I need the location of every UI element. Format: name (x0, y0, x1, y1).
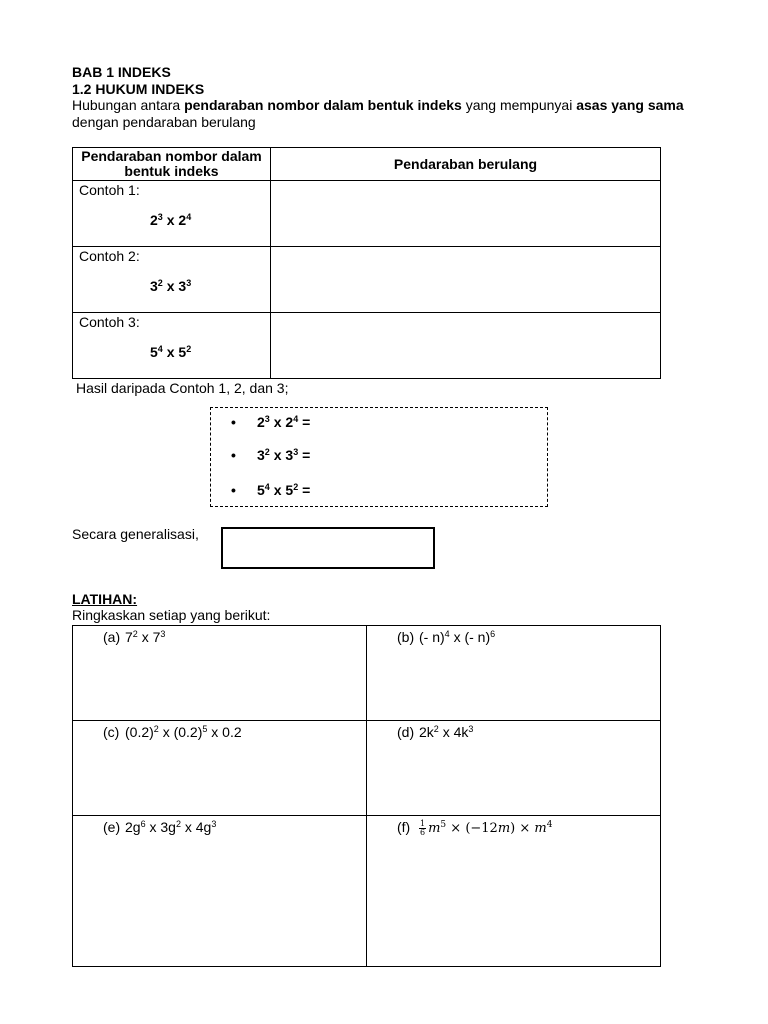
example-label: Contoh 3: (79, 314, 140, 330)
exercise-table (72, 625, 661, 967)
result-item: • $5^4$ x $5^2$ = (231, 482, 311, 498)
exercise-question-b: (b) (- n)$^4$ x (- n)$^6$ (397, 629, 496, 645)
exercise-question-c: (c) $(0.2)^2$ x $(0.2)^5$ x 0.2 (103, 724, 242, 740)
bullet-icon: • (231, 414, 236, 430)
generalisation-label: Secara generalisasi, (72, 526, 199, 542)
section-title: 1.2 HUKUM INDEKS (72, 81, 205, 97)
exercise-cell-f[interactable] (367, 816, 661, 967)
intro-text: yang mempunyai (461, 97, 577, 113)
example-cell (73, 247, 271, 313)
exercise-cell-b[interactable] (367, 626, 661, 721)
exercise-title: LATIHAN: (72, 591, 138, 607)
column-header-text: Pendaraban nombor dalam (81, 148, 262, 164)
example-label: Contoh 1: (79, 182, 140, 198)
table-row (73, 247, 661, 313)
generalisation-answer-box[interactable] (221, 527, 435, 569)
chapter-title: BAB 1 INDEKS (72, 64, 171, 80)
table-row (73, 721, 661, 816)
result-text: Hasil daripada Contoh 1, 2, dan 3; (76, 380, 289, 396)
exercise-question-e: (e) $2g^6$ x $3g^2$ x $4g^3$ (103, 819, 217, 835)
exercise-question-f: (f) $\frac{1}{6}$ $m^5 \times (-12m) \times m^4$ (397, 819, 553, 837)
table-row (73, 816, 661, 967)
table-row (73, 313, 661, 379)
exercise-question-a: (a) $7^2$ x $7^3$ (103, 629, 166, 645)
answer-cell[interactable] (271, 313, 661, 379)
exercise-cell-d[interactable] (367, 721, 661, 816)
example-label: Contoh 2: (79, 248, 140, 264)
example-expression: $2^3$ x $2^4$ (150, 212, 192, 228)
exercise-cell-e[interactable] (73, 816, 367, 967)
bullet-icon: • (231, 447, 236, 463)
intro-line-1 (72, 97, 684, 114)
answer-cell[interactable] (271, 247, 661, 313)
results-box (210, 407, 548, 507)
bullet-icon: • (231, 482, 236, 498)
table-header-row (73, 148, 661, 181)
result-item: • $2^3$ x $2^4$ = (231, 414, 311, 430)
table-row (73, 626, 661, 721)
example-cell (73, 181, 271, 247)
column-header-repeated: Pendaraban berulang (271, 148, 661, 181)
result-item: • $3^2$ x $3^3$ = (231, 447, 311, 463)
column-header-text: bentuk indeks (124, 163, 219, 179)
exercise-instruction: Ringkaskan setiap yang berikut: (72, 607, 271, 623)
intro-text: Hubungan antara (72, 97, 185, 113)
comparison-table (72, 147, 661, 379)
fraction: $\frac{1}{6}$ (420, 819, 426, 837)
table-row (73, 181, 661, 247)
intro-bold-text: pendaraban nombor dalam bentuk indeks (184, 97, 462, 113)
answer-cell[interactable] (271, 181, 661, 247)
exercise-cell-a[interactable] (73, 626, 367, 721)
example-cell (73, 313, 271, 379)
example-expression: $5^4$ x $5^2$ (150, 344, 192, 360)
intro-bold-text: asas yang sama (576, 97, 684, 113)
example-expression: $3^2$ x $3^3$ (150, 278, 192, 294)
exercise-question-d: (d) $2k^2$ x $4k^3$ (397, 724, 474, 740)
exercise-cell-c[interactable] (73, 721, 367, 816)
column-header-index (73, 148, 271, 181)
intro-line-2: dengan pendaraban berulang (72, 114, 256, 130)
